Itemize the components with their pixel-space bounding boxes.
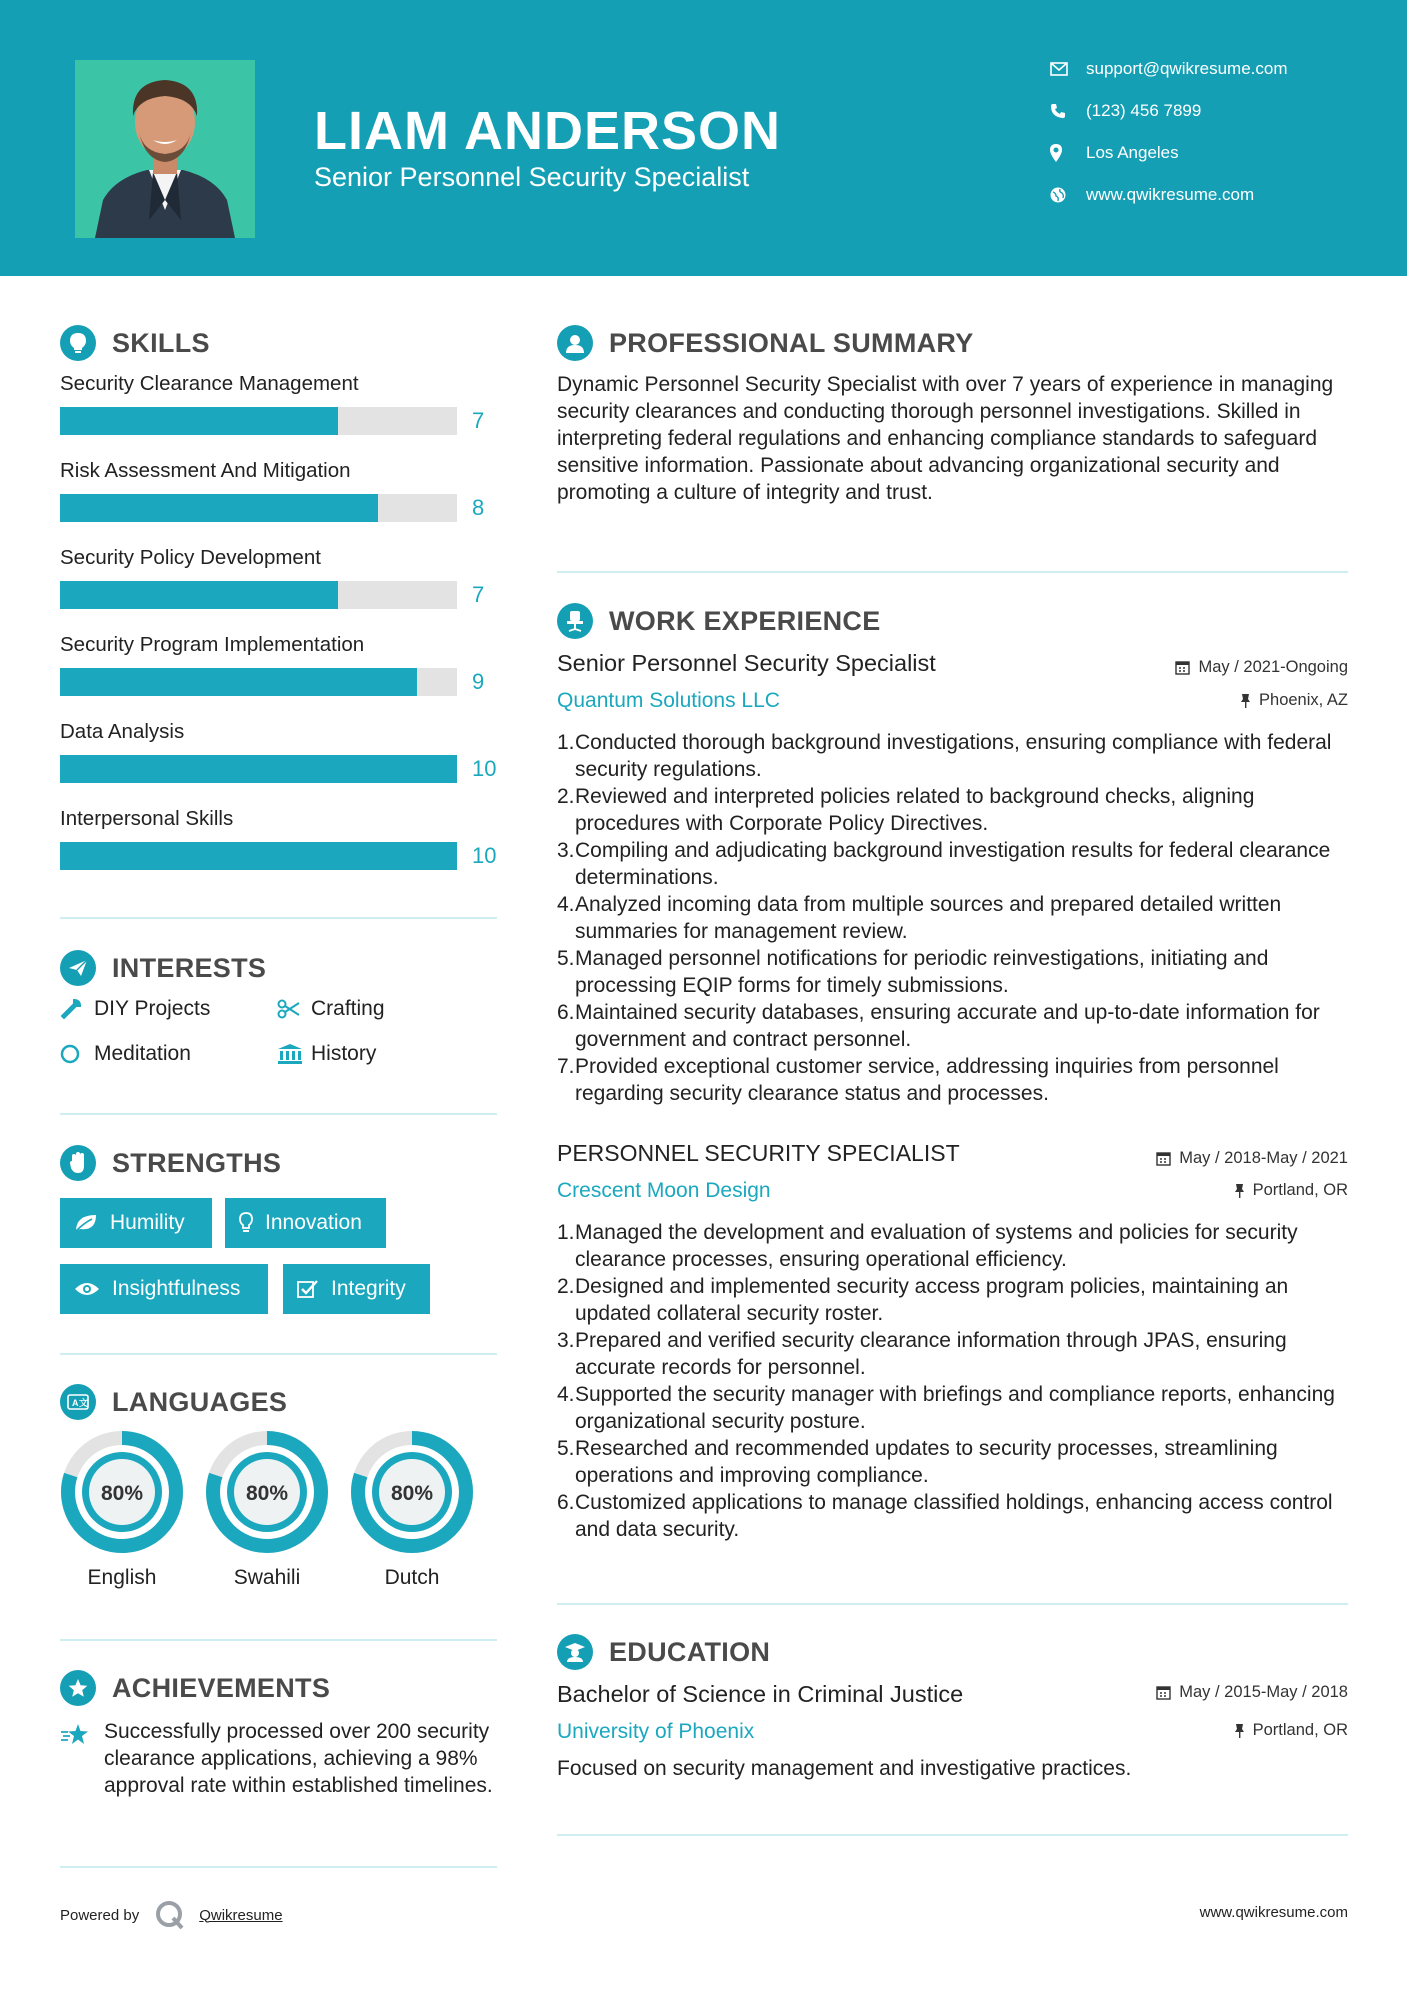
user-icon [557,325,593,361]
job-bullet [557,999,1357,1053]
checkbox-icon [297,1279,319,1299]
institution-icon [277,1043,311,1065]
contact-email[interactable] [1050,58,1288,80]
job-responsibilities [557,729,1357,1107]
experience-title-text: WORK EXPERIENCE [609,605,881,636]
strength-label: Integrity [331,1277,406,1300]
skill-value: 10 [472,843,497,868]
envelope-icon [1050,62,1086,76]
skill-bar-fill [60,494,378,522]
skill-label: Security Clearance Management [60,372,359,395]
bullet-text: Conducted thorough background investigations, ensuring compliance with federal security regulations. [575,731,1332,781]
bullet-text: Provided exceptional customer service, addressing inquiries from personnel regarding security clearance status and processes. [575,1055,1279,1105]
strength-tag [225,1198,386,1248]
pushpin-icon [1234,1183,1245,1199]
job-bullet [557,945,1357,999]
bullet-number: 2. [557,785,575,808]
bullet-text: Designed and implemented security access program policies, maintaining an updated collateral security roster. [575,1275,1289,1325]
job-responsibilities [557,1219,1357,1543]
language-label: Dutch [384,1566,440,1589]
achievements-section-title [60,1670,330,1706]
lightbulb-icon [239,1212,253,1234]
leaf-icon [74,1213,98,1233]
section-divider [60,917,497,919]
skill-label: Data Analysis [60,720,185,743]
office-chair-icon [557,603,593,639]
bullet-text: Reviewed and interpreted policies related to background checks, aligning procedures with Corporate Policy Directives. [575,785,1255,835]
job-location-text: Phoenix, AZ [1259,691,1348,709]
experience-section-title [557,603,881,639]
lightbulb-icon [60,325,96,361]
header-banner [0,0,1407,276]
skill-bar-fill [60,581,338,609]
job-bullet [557,891,1357,945]
strength-label: Insightfulness [112,1277,241,1300]
paper-plane-icon [60,950,96,986]
candidate-name: LIAM ANDERSON [314,101,781,161]
skill-label: Interpersonal Skills [60,807,234,830]
section-divider [557,1603,1348,1605]
interest-item [60,1042,191,1066]
education-description: Focused on security management and investigative practices. [557,1757,1132,1780]
section-divider [60,1353,497,1355]
scissors-icon [277,999,311,1019]
pushpin-icon [1234,1723,1245,1739]
job-bullet [557,1219,1357,1273]
wrench-icon [60,998,94,1020]
pushpin-icon [1240,693,1251,709]
circle-icon [60,1044,94,1064]
job-company: Crescent Moon Design [557,1179,771,1202]
education-dates [1156,1683,1348,1702]
job-location-text: Portland, OR [1252,1181,1348,1199]
skill-bar-fill [60,668,417,696]
section-divider [557,571,1348,573]
job-dates-text: May / 2021-Ongoing [1198,658,1348,676]
language-donut [350,1430,474,1559]
degree-title: Bachelor of Science in Criminal Justice [557,1681,964,1707]
skill-bar [60,668,457,696]
language-label: Swahili [233,1566,301,1589]
globe-icon [1050,187,1086,203]
strengths-title-text: STRENGTHS [112,1147,282,1178]
calendar-icon [1156,1685,1171,1700]
languages-section-title [60,1384,287,1420]
star-badge-icon [60,1670,96,1706]
skill-label: Security Policy Development [60,546,321,569]
strengths-section-title [60,1145,281,1181]
strength-tag [60,1198,212,1248]
skill-bar [60,581,457,609]
bullet-number: 1. [557,1221,575,1244]
language-donut [60,1430,184,1559]
bullet-number: 4. [557,1383,575,1406]
skill-bar [60,494,457,522]
powered-by-text: Powered by [60,1906,140,1924]
hand-icon [60,1145,96,1181]
job-dates [1156,1149,1348,1168]
skill-label: Security Program Implementation [60,633,365,656]
bullet-text: Managed personnel notifications for periodic reinvestigations, initiating and processing EQIP forms for timely submissions. [575,947,1269,997]
job-bullet [557,729,1357,783]
job-bullet [557,1053,1357,1107]
star-icon [60,1722,90,1753]
education-location-text: Portland, OR [1252,1721,1348,1739]
education-location [1234,1721,1348,1740]
interest-label: Meditation [94,1042,191,1065]
bullet-text: Supported the security manager with briefings and compliance reports, enhancing organizational security posture. [575,1383,1335,1433]
job-dates-text: May / 2018-May / 2021 [1179,1149,1348,1167]
language-percent: 80% [100,1482,144,1505]
job-title: Senior Personnel Security Specialist [557,650,936,676]
language-percent: 80% [245,1482,289,1505]
footer-powered-by [60,1900,283,1930]
job-bullet [557,1489,1357,1543]
strength-label: Humility [110,1211,185,1234]
strength-tag [283,1264,430,1314]
contact-email-text: support@qwikresume.com [1086,59,1288,78]
education-dates-text: May / 2015-May / 2018 [1179,1683,1348,1701]
summary-text: Dynamic Personnel Security Specialist with over 7 years of experience in managing security clearances and conducting thorough personnel investigations. Skilled in interpreting federal regulations and enhancing compliance standards to safeguard sensitive information. Passionate about advancing organizational security and promoting a culture of integrity and trust. [557,373,1334,504]
bullet-number: 4. [557,893,575,916]
bullet-text: Managed the development and evaluation of systems and policies for security clearance processes, ensuring operational efficiency. [575,1221,1298,1271]
calendar-icon [1175,660,1190,675]
bullet-text: Researched and recommended updates to security processes, streamlining operations and improving compliance. [575,1437,1278,1487]
skill-bar [60,755,457,783]
skill-bar-fill [60,842,457,870]
languages-title-text: LANGUAGES [112,1386,288,1417]
language-percent: 80% [390,1482,434,1505]
job-bullet [557,1435,1357,1489]
bullet-text: Maintained security databases, ensuring accurate and up-to-date information for government and contract personnel. [575,1001,1320,1051]
job-bullet [557,1327,1357,1381]
contact-phone[interactable] [1050,100,1201,122]
interest-label: Crafting [311,997,385,1020]
bullet-number: 1. [557,731,575,754]
language-donut [205,1430,329,1559]
candidate-role: Senior Personnel Security Specialist [314,162,750,192]
achievements-title-text: ACHIEVEMENTS [112,1672,331,1703]
interest-item [277,997,385,1021]
job-bullet [557,837,1357,891]
skills-section-title [60,325,210,361]
skill-value: 9 [472,669,485,694]
job-location [1240,691,1348,710]
interest-label: History [311,1042,377,1065]
section-divider [60,1639,497,1641]
bullet-number: 7. [557,1055,575,1078]
skill-label: Risk Assessment And Mitigation [60,459,351,482]
school-name: University of Phoenix [557,1720,755,1743]
interest-item [277,1042,376,1066]
bullet-number: 5. [557,947,575,970]
job-bullet [557,783,1357,837]
contact-website[interactable] [1050,184,1254,206]
education-section-title [557,1634,770,1670]
skills-title-text: SKILLS [112,327,210,358]
achievement-text: Successfully processed over 200 security clearance applications, achieving a 98% approval rate within established timelines. [104,1720,493,1797]
bullet-number: 5. [557,1437,575,1460]
contact-website-text: www.qwikresume.com [1086,185,1255,204]
bullet-number: 3. [557,839,575,862]
svg-text:A: A [72,1398,79,1408]
section-divider [60,1866,497,1868]
phone-icon [1050,103,1086,119]
bullet-text: Analyzed incoming data from multiple sources and prepared detailed written summaries for management review. [575,893,1282,943]
section-divider [60,1113,497,1115]
interest-label: DIY Projects [94,997,211,1020]
bullet-text: Compiling and adjudicating background investigation results for federal clearance determinations. [575,839,1331,889]
job-bullet [557,1273,1357,1327]
bullet-number: 6. [557,1001,575,1024]
education-title-text: EDUCATION [609,1636,771,1667]
skill-value: 8 [472,495,485,520]
skill-value: 7 [472,582,485,607]
bullet-text: Prepared and verified security clearance information through JPAS, ensuring accurate records for personnel. [575,1329,1287,1379]
section-divider [557,1834,1348,1836]
profile-photo [75,60,255,238]
job-title: PERSONNEL SECURITY SPECIALIST [557,1140,960,1166]
summary-title-text: PROFESSIONAL SUMMARY [609,327,974,358]
contact-location [1050,142,1179,164]
svg-text:文: 文 [79,1398,89,1408]
job-dates [1175,658,1348,677]
interests-section-title [60,950,266,986]
footer-website[interactable]: www.qwikresume.com [1199,1904,1348,1921]
language-icon [60,1384,96,1420]
interest-item [60,997,210,1021]
language-label: English [87,1566,157,1589]
strength-label: Innovation [265,1211,362,1234]
qwikresume-link[interactable]: Qwikresume [199,1906,283,1924]
bullet-number: 2. [557,1275,575,1298]
skill-bar-fill [60,407,338,435]
interests-title-text: INTERESTS [112,952,267,983]
calendar-icon [1156,1151,1171,1166]
skill-value: 7 [472,408,485,433]
contact-phone-text: (123) 456 7899 [1086,101,1202,120]
job-bullet [557,1381,1357,1435]
qwikresume-logo-icon [155,1900,185,1930]
skill-bar-fill [60,755,457,783]
bullet-number: 3. [557,1329,575,1352]
skill-bar [60,407,457,435]
bullet-number: 6. [557,1491,575,1514]
contact-location-text: Los Angeles [1086,143,1179,162]
eye-icon [74,1281,100,1297]
job-location [1234,1181,1348,1200]
graduate-icon [557,1634,593,1670]
map-pin-icon [1050,144,1086,162]
strength-tag [60,1264,268,1314]
summary-section-title [557,325,974,361]
skill-bar [60,842,457,870]
bullet-text: Customized applications to manage classified holdings, enhancing access control and data security. [575,1491,1333,1541]
skill-value: 10 [472,756,497,781]
job-company: Quantum Solutions LLC [557,689,780,712]
